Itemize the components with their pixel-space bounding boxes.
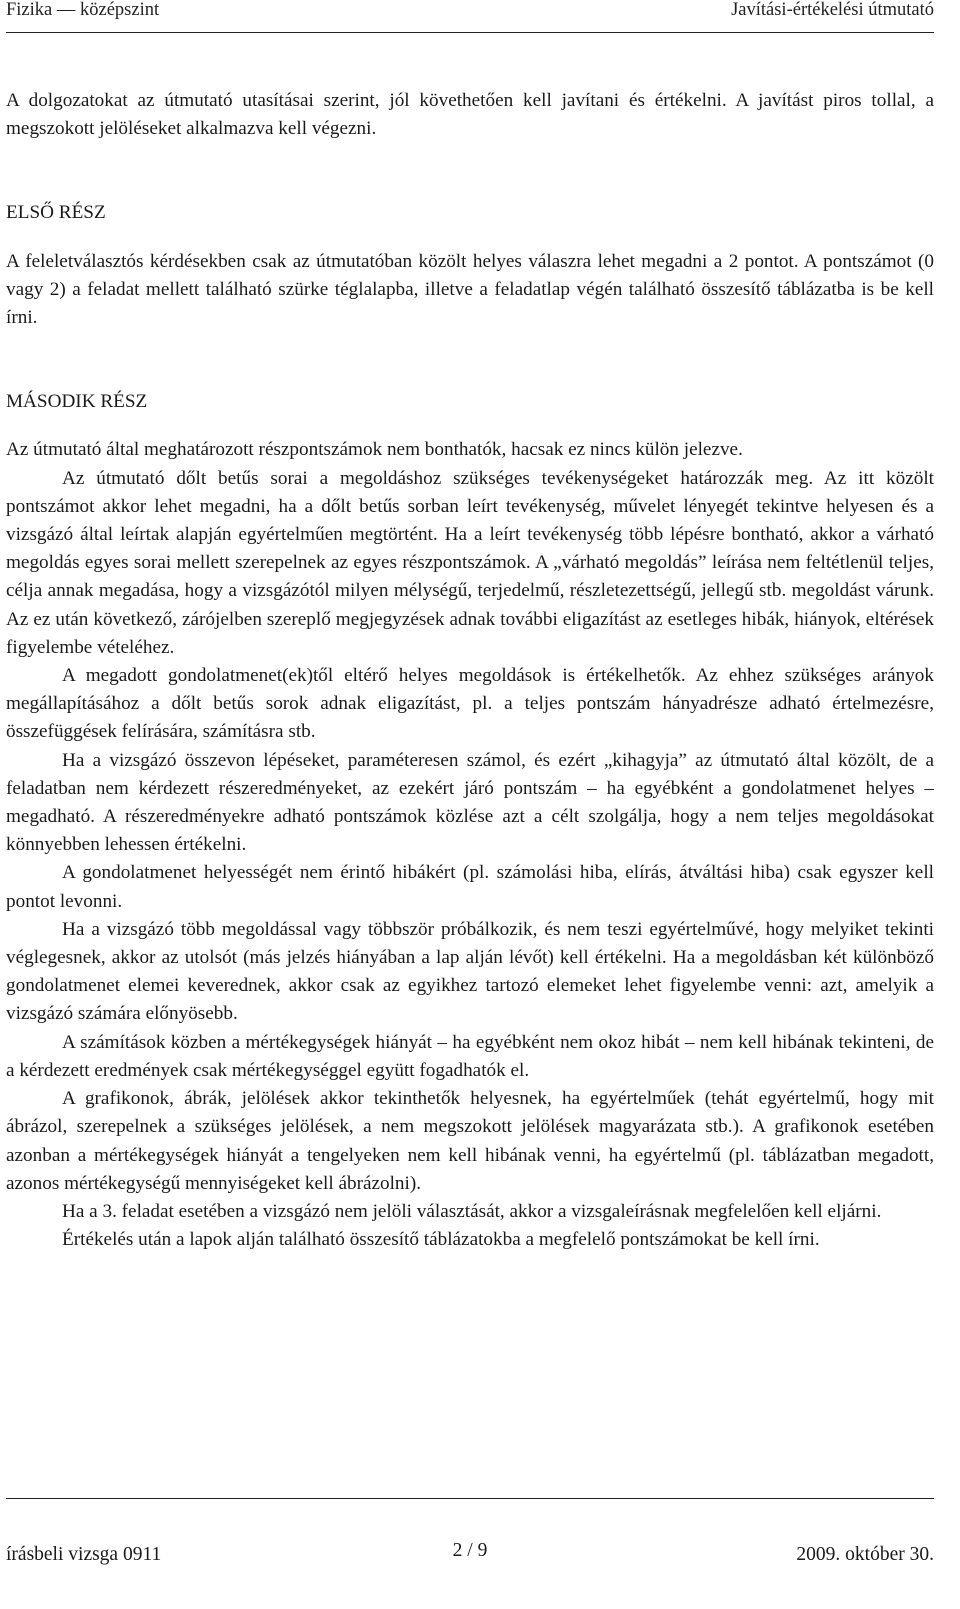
- part2-first-paragraph: Az útmutató által meghatározott részpontszámok nem bonthatók, hacsak ez nincs külön jelezve.: [6, 439, 743, 461]
- header-subject: Fizika — középszint: [6, 0, 160, 20]
- part2-paragraph: Értékelés után a lapok alján található összesítő táblázatokba a megfelelő pontszámokat be kell írni.: [62, 1229, 820, 1251]
- part2-paragraph: A megadott gondolatmenet(ek)től eltérő helyes megoldások is értékelhetők. Az ehhez szükséges arányok megállapításához a dőlt betűs sorok adnak eligazítást, pl. a teljes pontszám hányadrésze adható értelmezésre, összefüggések felírására, számításra stb.: [6, 665, 934, 743]
- footer-divider: [6, 1498, 934, 1499]
- footer-date: 2009. október 30.: [796, 1544, 934, 1565]
- part2-paragraph: Az útmutató dőlt betűs sorai a megoldáshoz szükséges tevékenységeket határozzák meg. Az itt közölt pontszámot akkor lehet megadni, ha a dőlt betűs sorban leírt tevékenység, művelet lényegét tekintve helyesen és a vizsgázó által leírtak alapján egyértelműen megtörtént. Ha a leírt tevékenység több lépésre bontható, akkor a várható megoldás egyes sorai mellett szerepelnek az egyes részpontszámok. A „várható megoldás” leírása nem feltétlenül teljes, célja annak megadása, hogy a vizsgázótól milyen mélységű, terjedelmű, részletezettségű, jellegű stb. megoldást várunk. Az ez után következő, zárójelben szereplő megjegyzések adnak további eligazítást az esetleges hibák, hiányok, eltérések figyelembe vételéhez.: [6, 467, 934, 658]
- page-footer: [6, 1540, 934, 1570]
- page-number: 2 / 9: [452, 1540, 488, 1561]
- part1-paragraph: A feleletválasztós kérdésekben csak az útmutatóban közölt helyes válaszra lehet megadni a 2 pontot. A pontszámot (0 vagy 2) a feladat mellett található szürke téglalapba, illetve a feladatlap végén található összesítő táblázatba is be kell írni.: [6, 250, 934, 329]
- part2-paragraph: A grafikonok, ábrák, jelölések akkor tekinthetők helyesnek, ha egyértelműek (tehát egyértelmű, hogy mit ábrázol, szerepelnek a szükséges jelölések, a nem megszokott jelölések magyarázata stb.). A grafikonok esetében azonban a mértékegységek hiányát a tengelyeken nem kell hibának venni, ha egyértelmű (pl. táblázatban megadott, azonos mértékegységű mennyiségeket kell ábrázolni).: [6, 1088, 934, 1194]
- header-divider: [6, 32, 934, 33]
- part2-paragraph: A számítások közben a mértékegységek hiányát – ha egyébként nem okoz hibát – nem kell hibának tekinteni, de a kérdezett eredmények csak mértékegységgel együtt fogadhatók el.: [6, 1031, 934, 1081]
- part2-paragraph: Ha a vizsgázó összevon lépéseket, paraméteresen számol, és ezért „kihagyja” az útmutató által közölt, de a feladatban nem kérdezett részeredményeket, az ezekért járó pontszám – ha egyébként a gondolatmenet helyes – megadható. A részeredményekre adható pontszámok közlése azt a célt szolgálja, hogy a nem teljes megoldásokat könnyebben lehessen értékelni.: [6, 749, 934, 856]
- section-title-part2: MÁSODIK RÉSZ: [6, 391, 148, 413]
- footer-exam-code: írásbeli vizsga 0911: [6, 1544, 162, 1565]
- document-body: [6, 87, 934, 1254]
- page-header: [6, 0, 934, 28]
- part2-paragraph: A gondolatmenet helyességét nem érintő hibákért (pl. számolási hiba, elírás, átváltási hiba) csak egyszer kell pontot levonni.: [6, 862, 934, 912]
- section-title-part1: ELSŐ RÉSZ: [6, 202, 106, 224]
- part2-paragraph: Ha a 3. feladat esetében a vizsgázó nem jelöli választását, akkor a vizsgaleírásnak megfelelően kell eljárni.: [62, 1200, 882, 1222]
- intro-paragraph: A dolgozatokat az útmutató utasításai szerint, jól követhetően kell javítani és értékelni. A javítást piros tollal, a megszokott jelöléseket alkalmazva kell végezni.: [6, 90, 934, 140]
- part2-paragraph: Ha a vizsgázó több megoldással vagy többször próbálkozik, és nem teszi egyértelművé, hogy melyiket tekinti véglegesnek, akkor az utolsót (más jelzés hiányában a lap alján lévőt) kell értékelni. Ha a megoldásban két különböző gondolatmenet elemei keverednek, akkor csak az egyikhez tartozó elemeket lehet figyelembe venni: azt, amelyik a vizsgázó számára előnyösebb.: [6, 918, 934, 1025]
- header-doc-title: Javítási-értékelési útmutató: [731, 0, 934, 20]
